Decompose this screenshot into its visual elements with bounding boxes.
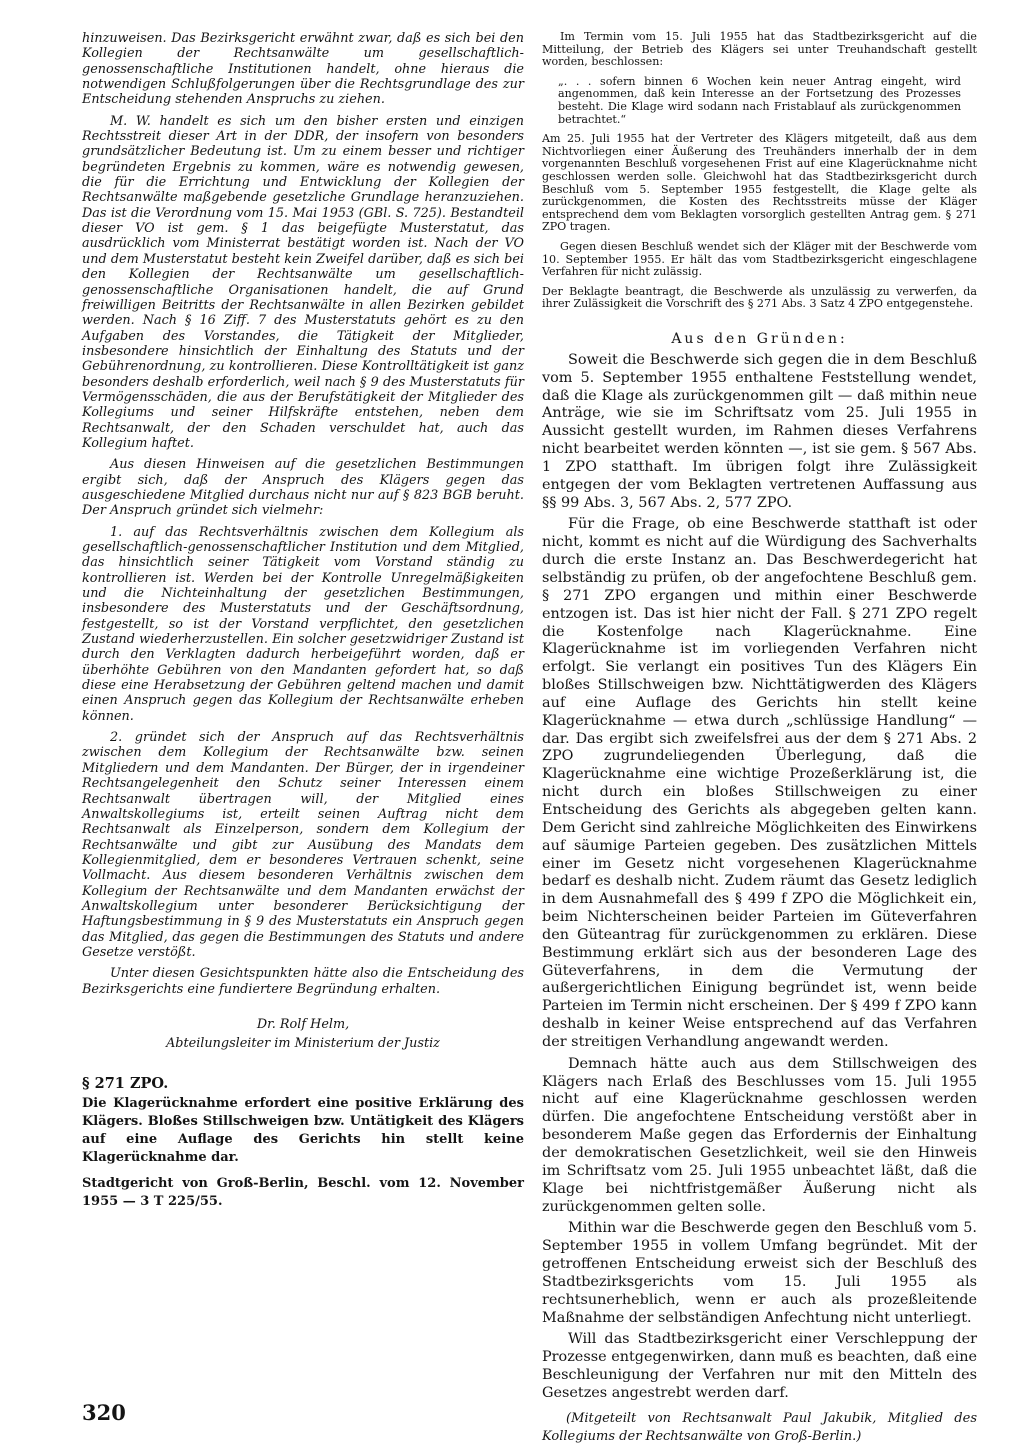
section-heading: § 271 ZPO. — [82, 1074, 169, 1092]
left-column — [82, 31, 524, 1211]
court-citation: Stadtgericht von Groß-Berlin, Beschl. vom 12. November 1955 — 3 T 225/55. — [82, 1175, 524, 1209]
commentary-list-item: 1. auf das Rechtsverhältnis zwischen dem Kollegium als gesellschaftlich-genossenschaftlicher Institution und dem Mitglied, das hinsichtlich seiner Tätigkeit vom Vorstand ständig zu kontrollieren ist. Werden bei der Kontrolle Unregelmäßigkeiten und die Nichteinhaltung der gesetzlichen Bestimmungen, insbesondere des Musterstatuts und der Geschäftsordnung, festgestellt, so ist der Vorstand verpflichtet, den gesetzlichen Zustand wiederherzustellen. Ein solcher gesetzwidriger Zustand ist durch den Verklagten dadurch herbeigeführt worden, daß er überhöhte Gebühren von den Mandanten gefordert hat, so daß diese eine Herabsetzung der Gebühren geltend machen und damit einen Anspruch gegen das Kollegium der Rechtsanwälte erheben können. — [82, 524, 524, 724]
commentary-list-item: 2. gründet sich der Anspruch auf das Rechtsverhältnis zwischen dem Kollegium der Rechtsanwälte bzw. seinen Mitgliedern und dem Mandanten. Der Bürger, der in irgendeiner Rechtsangelegenheit den Schutz seiner Interessen einem Rechtsanwalt übertragen will, der Mitglied eines Anwaltskollegiums ist, erteilt seinen Auftrag nicht dem Rechtsanwalt als Einzelperson, sondern dem Kollegium der Rechtsanwälte und gibt zur Ausübung des Mandats dem Kollegienmitglied, dem er besonderes Vertrauen schenkt, seine Vollmacht. Aus diesem besonderen Verhältnis zwischen dem Kollegium der Rechtsanwälte und dem Mandanten erwächst der Anwaltskollegium unter besonderer Berücksichtigung der Haftungsbestimmung in § 9 des Musterstatuts ein Anspruch gegen das Mitglied, das gegen die Bestimmungen des Statuts und andere Gesetze verstößt. — [82, 730, 524, 960]
reasons-paragraph: Für die Frage, ob eine Beschwerde statthaft ist oder nicht, kommt es nicht auf die Würdigung des Sachverhalts durch die erste Instanz an. Das Beschwerdegericht hat selbständig zu prüfen, ob der angefochtene Beschluß gem. § 271 ZPO ergangen und mithin einer Beschwerde entzogen ist. Das ist hier nicht der Fall. § 271 ZPO regelt die Kostenfolge nach Klagerücknahme. Eine Klagerücknahme ist im vorliegenden Verfahren nicht erfolgt. Sie verlangt ein positives Tun des Klägers Ein bloßes Stillschweigen bzw. Nichttätigwerden des Klägers auf eine Auflage des Gerichts hin stellt keine Klagerücknahme — etwa durch „schlüssige Handlung“ — dar. Das ergibt sich zweifelsfrei aus der dem § 271 Abs. 2 ZPO zugrundeliegenden Überlegung, daß die Klagerücknahme eine wichtige Prozeßerklärung ist, die nicht durch ein bloßes Stillschweigen zu einer Entscheidung des Gerichts als abgegeben gelten kann. Dem Gericht sind zahlreiche Möglichkeiten des Einwirkens auf säumige Parteien gegeben. Des zusätzlichen Mittels einer im Gesetz nicht vorgesehenen Klagerücknahme bedarf es deshalb nicht. Zudem räumt das Gesetz lediglich in dem Ausnahmefall des § 499 f ZPO die Möglichkeit ein, beim Nichterscheinen beider Parteien im Güteverfahren den Güteantrag für zurückgenommen zu erklären. Diese Bestimmung erklärt sich aus der besonderen Lage des Güteverfahrens, in dem die Vermutung der außergerichtlichen Einigung begründet ist, wenn beide Parteien im Termin nicht erscheinen. Der § 499 f ZPO kann deshalb in keiner Weise entsprechend auf das Verfahren der streitigen Verhandlung angewandt werden. — [542, 516, 977, 1050]
commentary-paragraph: hinzuweisen. Das Bezirksgericht erwähnt zwar, daß es sich bei den Kollegien der Rechtsanwälte um gesellschaftlich-genossenschaftliche Institutionen handelt, ohne hieraus die notwendigen Schlußfolgerungen über die Rechtsgrundlage des zur Entscheidung stehenden Anspruchs zu ziehen. — [82, 31, 524, 108]
facts-paragraph: Am 25. Juli 1955 hat der Vertreter des Klägers mitgeteilt, daß aus dem Nichtvorliegen einer Äußerung des Treuhänders innerhalb der in dem vorgenannten Beschluß vorgesehenen Frist auf eine Klagerücknahme nicht geschlossen werden solle. Gleichwohl hat das Stadtbezirksgericht durch Beschluß vom 5. September 1955 festgestellt, die Klage gelte als zurückgenommen, die Kosten des Rechtsstreits müsse der Kläger entsprechend dem vom Beklagten vorsorglich gestellten Antrag gem. § 271 ZPO tragen. — [542, 132, 977, 234]
author-title: Abteilungsleiter im Ministerium der Justiz — [166, 1035, 440, 1051]
facts-paragraph: Gegen diesen Beschluß wendet sich der Kläger mit der Beschwerde vom 10. September 1955. Er hält das vom Stadtbezirksgericht eingeschlagene Verfahren für nicht zulässig. — [542, 239, 977, 279]
attribution-note: (Mitgeteilt von Rechtsanwalt Paul Jakubik, Mitglied des Kollegiums der Rechtsanwälte von Groß-Berlin.) — [542, 1410, 977, 1444]
author-signature: Dr. Rolf Helm, — [256, 1016, 350, 1032]
right-column — [542, 31, 977, 1446]
reasons-paragraph: Demnach hätte auch aus dem Stillschweigen des Klägers nach Erlaß des Beschlusses vom 15. Juli 1955 nicht auf eine Klagerücknahme geschlossen werden dürfen. Die angefochtene Entscheidung verstößt aber in besonderem Maße gegen das Erfordernis der Einhaltung der demokratischen Gesetzlichkeit, weil sie den Hinweis im Schriftsatz vom 25. Juli 1955 unbeachtet läßt, daß die Klage bei nichtfristgemäßer Äußerung nicht als zurückgenommen gelten solle. — [542, 1055, 977, 1215]
facts-paragraph: Der Beklagte beantragt, die Beschwerde als unzulässig zu verwerfen, da ihrer Zulässigkeit die Vorschrift des § 271 Abs. 3 Satz 4 ZPO entgegenstehe. — [542, 284, 977, 311]
court-quote: „. . . sofern binnen 6 Wochen kein neuer Antrag eingeht, wird angenommen, daß kein Interesse an der Fortsetzung des Prozesses besteht. Die Klage wird sodann nach Fristablauf als zurückgenommen betrachtet.“ — [558, 74, 961, 126]
headnote: Die Klagerücknahme erfordert eine positive Erklärung des Klägers. Bloßes Stillschweigen bzw. Untätigkeit des Klägers auf eine Auflage des Gerichts hin stellt keine Klagerücknahme dar. — [82, 1095, 524, 1165]
commentary-paragraph: Unter diesen Gesichtspunkten hätte also die Entscheidung des Bezirksgerichts eine fundiertere Begründung erhalten. — [82, 966, 524, 997]
facts-paragraph: Im Termin vom 15. Juli 1955 hat das Stadtbezirksgericht auf die Mitteilung, der Betrieb des Klägers sei unter Treuhandschaft gestellt worden, beschlossen: — [542, 30, 977, 69]
commentary-paragraph: Aus diesen Hinweisen auf die gesetzlichen Bestimmungen ergibt sich, daß der Anspruch des Klägers gegen das ausgeschiedene Mitglied durchaus nicht nur auf § 823 BGB beruht. Der Anspruch gründet sich vielmehr: — [82, 457, 524, 519]
reasons-heading: Aus den Gründen: — [671, 330, 848, 347]
commentary-paragraph: M. W. handelt es sich um den bisher ersten und einzigen Rechtsstreit dieser Art in der DDR, der insofern von besonders grundsätzlicher Bedeutung ist. Um zu einem besser und richtiger begründeten Ergebnis zu kommen, wäre es notwendig gewesen, die für die Errichtung und Entwicklung der Kollegien der Rechtsanwälte maßgebende gesetzliche Grundlage heranzuziehen. Das ist die Verordnung vom 15. Mai 1953 (GBl. S. 725). Bestandteil dieser VO ist gem. § 1 das beigefügte Musterstatut, das ausdrücklich vom Ministerrat bestätigt worden ist. Nach der VO und dem Musterstatut besteht kein Zweifel darüber, daß es sich bei den Kollegien der Rechtsanwälte um gesellschaftlich-genossenschaftliche Organisationen handelt, die auf Grund freiwilligen Beitritts der Rechtsanwälte in allen Bezirken gebildet werden. Nach § 16 Ziff. 7 des Musterstatuts gehört es zu den Aufgaben des Vorstandes, die Tätigkeit der Mitglieder, insbesondere hinsichtlich der Einhaltung des Statuts und der Gebührenordnung, zu kontrollieren. Diese Kontrolltätigkeit ist ganz besonders deshalb erforderlich, weil nach § 9 des Musterstatuts für Vermögensschäden, die aus der Berufstätigkeit der Mitglieder des Kollegiums und seiner Hilfskräfte entstehen, neben dem Rechtsanwalt, der den Schaden verschuldet hat, auch das Kollegium haftet. — [82, 113, 524, 451]
page-number: 320 — [82, 1400, 126, 1425]
reasons-paragraph: Soweit die Beschwerde sich gegen die in dem Beschluß vom 5. September 1955 enthaltene Feststellung wendet, daß die Klage als zurückgenommen gilt — daß mithin neue Anträge, wie sie im Schriftsatz vom 25. Juli 1955 in Aussicht gestellt wurden, im Rahmen dieses Verfahrens nicht bearbeitet werden könnten —, ist sie gem. § 567 Abs. 1 ZPO statthaft. Im übrigen folgt ihre Zulässigkeit entgegen der vom Beklagten vertretenen Auffassung aus §§ 99 Abs. 3, 567 Abs. 2, 577 ZPO. — [542, 351, 977, 511]
reasons-paragraph: Mithin war die Beschwerde gegen den Beschluß vom 5. September 1955 in vollem Umfang begründet. Mit der getroffenen Entscheidung erweist sich der Beschluß des Stadtbezirksgerichts vom 15. Juli 1955 als rechtsunerheblich, wenn er auch als prozeßleitende Maßnahme der selbständigen Anfechtung nicht unterliegt. — [542, 1220, 977, 1326]
reasons-paragraph: Will das Stadtbezirksgericht einer Verschleppung der Prozesse entgegenwirken, dann muß es beachten, daß eine Beschleunigung der Verfahren nur mit den Mitteln des Gesetzes angestrebt werden darf. — [542, 1331, 977, 1401]
